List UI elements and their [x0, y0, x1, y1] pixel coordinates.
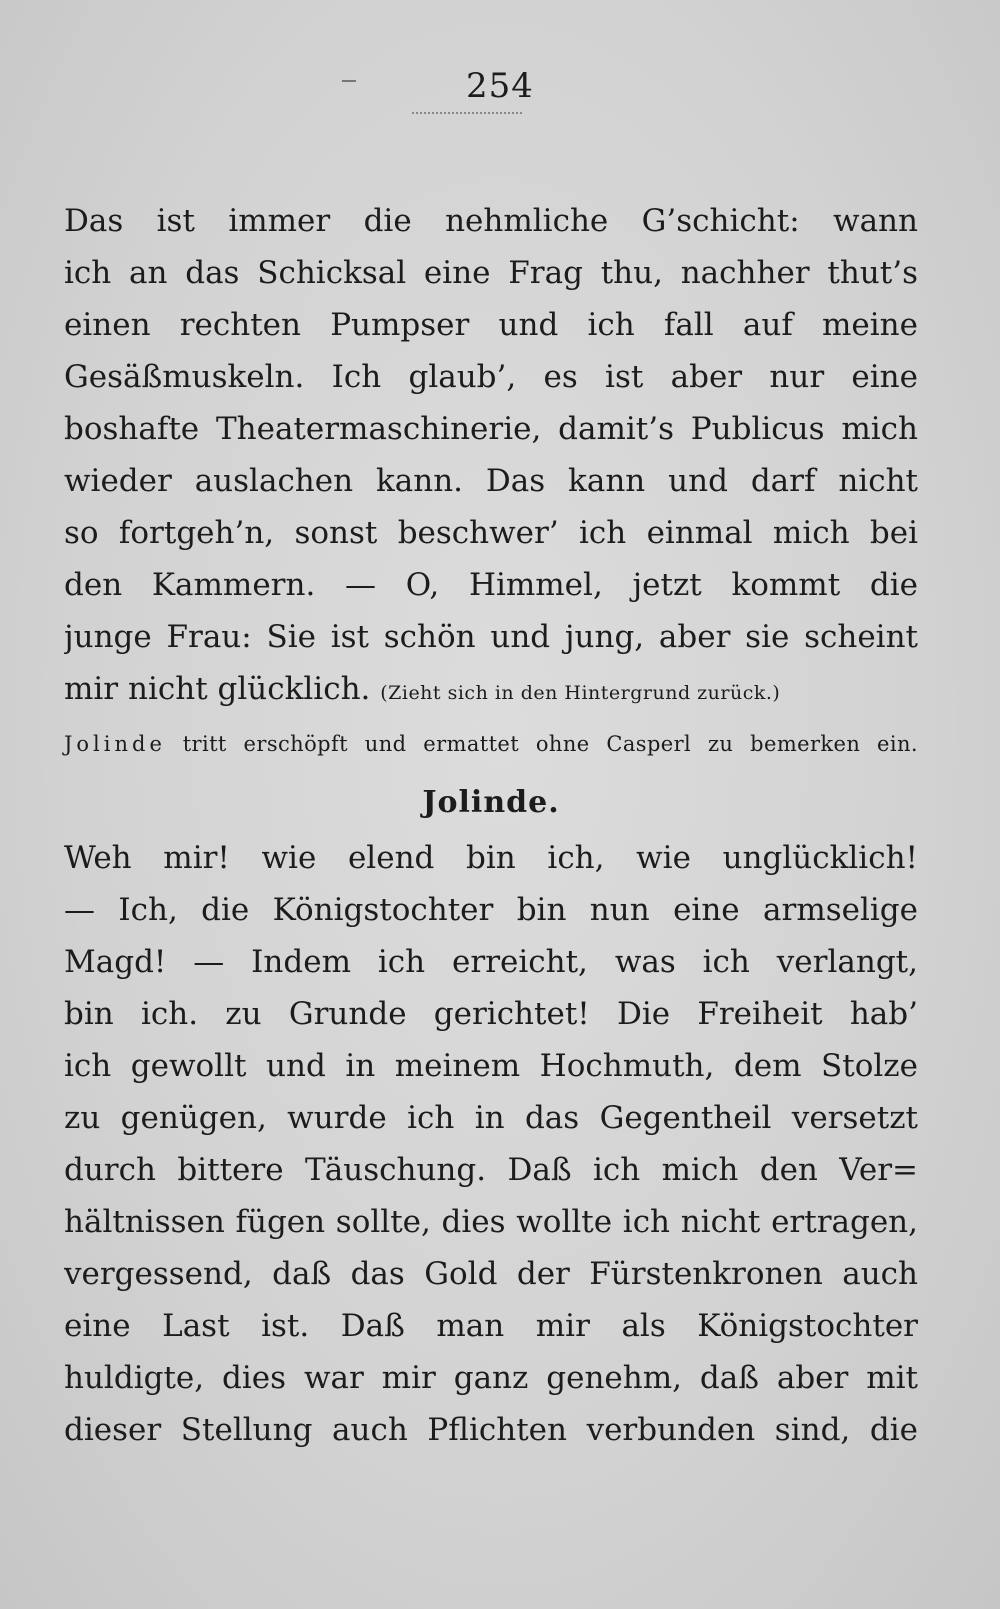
text-line: ich an das Schicksal eine Frag thu, nachher thut’s	[64, 255, 918, 291]
text-line: — Ich, die Königstochter bin nun eine armselige	[64, 892, 918, 928]
text-line: Magd! — Indem ich erreicht, was ich verlangt,	[64, 944, 918, 980]
text-line: Gesäßmuskeln. Ich glaub’, es ist aber nur eine	[64, 359, 918, 395]
text-line: boshafte Theatermaschinerie, damit’s Publicus mich	[64, 411, 918, 447]
text-line: wieder auslachen kann. Das kann und darf nicht	[64, 463, 918, 499]
text-line: zu genügen, wurde ich in das Gegentheil versetzt	[64, 1100, 918, 1136]
ornament-divider	[412, 112, 522, 124]
line-text: mir nicht glücklich.	[64, 671, 371, 707]
text-line: den Kammern. — O, Himmel, jetzt kommt die	[64, 567, 918, 603]
text-line: junge Frau: Sie ist schön und jung, aber sie scheint	[64, 619, 918, 655]
text-line: eine Last ist. Daß man mir als Königstochter	[64, 1308, 918, 1344]
text-line: huldigte, dies war mir ganz genehm, daß aber mit	[64, 1360, 918, 1396]
inline-stage-direction: (Zieht sich in den Hintergrund zurück.)	[380, 682, 781, 704]
text-line: durch bittere Täuschung. Daß ich mich den Ver=	[64, 1152, 918, 1188]
character-name: Jolinde	[64, 732, 166, 756]
stage-direction	[64, 720, 918, 768]
speaker-heading: Jolinde.	[422, 785, 560, 820]
text-line: vergessend, daß das Gold der Fürstenkronen auch	[64, 1256, 918, 1292]
stage-direction-text: tritt erschöpft und ermattet ohne Casperl zu bemerken ein.	[182, 732, 919, 756]
page-number: 254	[466, 66, 534, 106]
text-line: ich gewollt und in meinem Hochmuth, dem Stolze	[64, 1048, 918, 1084]
text-line	[64, 663, 918, 715]
text-line: bin ich. zu Grunde gerichtet! Die Freiheit hab’	[64, 996, 918, 1032]
text-line: dieser Stellung auch Pflichten verbunden sind, die	[64, 1412, 918, 1448]
text-line: Weh mir! wie elend bin ich, wie unglücklich!	[64, 840, 918, 876]
text-line: hältnissen fügen sollte, dies wollte ich nicht ertragen,	[64, 1204, 918, 1240]
text-line: Das ist immer die nehmliche G’schicht: wann	[64, 203, 918, 239]
text-line: so fortgeh’n, sonst beschwer’ ich einmal mich bei	[64, 515, 918, 551]
monologue-jolinde	[64, 832, 918, 1456]
speaker-heading-block	[64, 776, 918, 830]
monologue-casperl	[64, 195, 918, 715]
text-line: einen rechten Pumpser und ich fall auf meine	[64, 307, 918, 343]
